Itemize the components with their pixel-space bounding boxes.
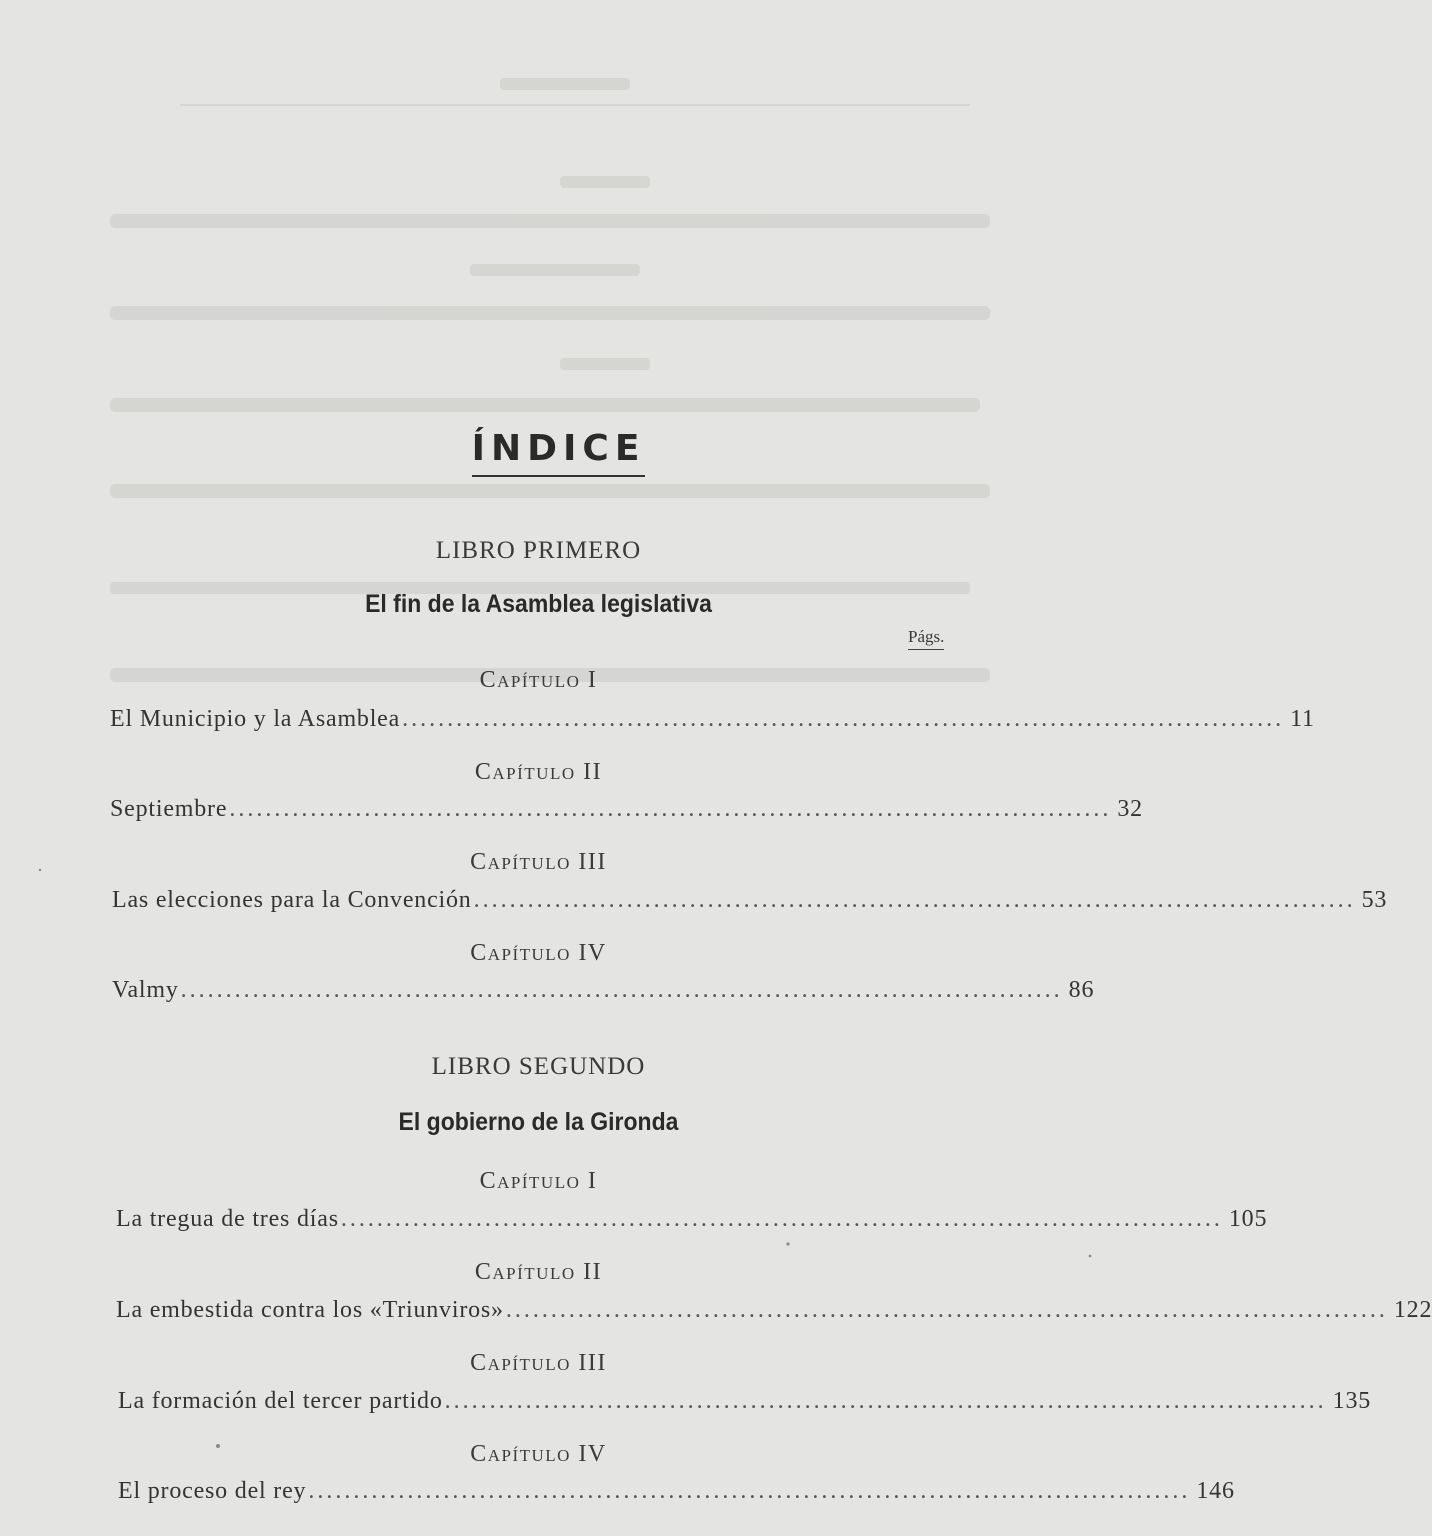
toc-entry-page: 11 [1290, 706, 1315, 732]
toc-entry[interactable] [110, 706, 1315, 733]
book-2-label: LIBRO SEGUNDO [431, 1053, 646, 1080]
toc-entry-title: El proceso del rey [118, 1478, 307, 1504]
pages-column-header-text: Págs. [908, 627, 944, 650]
dot-leader: .................................................................................................. [444, 1388, 1327, 1414]
toc-entry-title: La tregua de tres días [116, 1206, 339, 1232]
toc-entry-page: 135 [1332, 1388, 1372, 1414]
index-title [0, 428, 1117, 477]
dot-leader: .................................................................................................. [473, 887, 1356, 913]
toc-entry[interactable] [110, 796, 1143, 823]
toc-entry-title: Las elecciones para la Convención [112, 887, 472, 913]
book-1-chapter-3-heading: Capítulo III [470, 849, 607, 875]
toc-entry-title: La embestida contra los «Triunviros» [116, 1297, 504, 1323]
toc-entry-page: 146 [1196, 1478, 1235, 1504]
book-2-chapter-4-heading: Capítulo IV [470, 1441, 607, 1467]
toc-entry[interactable] [112, 977, 1095, 1004]
toc-entry[interactable] [118, 1478, 1235, 1505]
book-2-chapter-2-heading: Capítulo II [474, 1259, 603, 1285]
index-title-text: ÍNDICE [472, 428, 646, 477]
toc-entry[interactable] [116, 1206, 1268, 1233]
toc-entry[interactable] [116, 1297, 1432, 1324]
book-2-chapter-1-heading: Capítulo I [479, 1168, 598, 1194]
pages-column-header [908, 627, 944, 650]
toc-entry-title: La formación del tercer partido [118, 1388, 443, 1414]
book-2-subtitle: El gobierno de la Gironda [398, 1108, 679, 1136]
toc-entry-title: El Municipio y la Asamblea [110, 706, 401, 732]
toc-entry-page: 53 [1361, 887, 1388, 913]
book-1-chapter-4-heading: Capítulo IV [470, 940, 607, 966]
book-1-subtitle: El fin de la Asamblea legislativa [365, 590, 712, 618]
dot-leader: .................................................................................................. [402, 706, 1285, 732]
book-1-label: LIBRO PRIMERO [435, 537, 642, 564]
toc-entry-title: Septiembre [110, 796, 228, 822]
book-1-chapter-2-heading: Capítulo II [474, 759, 603, 785]
toc-entry-page: 105 [1228, 1206, 1268, 1232]
toc-entry[interactable] [112, 887, 1388, 914]
dot-leader: .................................................................................................. [308, 1478, 1191, 1504]
dot-leader: .................................................................................................. [505, 1297, 1388, 1323]
book-2-chapter-3-heading: Capítulo III [470, 1350, 607, 1376]
toc-entry-page: 122 [1393, 1297, 1432, 1323]
toc-entry-page: 86 [1068, 977, 1095, 1003]
toc-entry-title: Valmy [112, 977, 179, 1003]
dot-leader: .................................................................................................. [229, 796, 1112, 822]
toc-entry[interactable] [118, 1388, 1372, 1415]
dot-leader: .................................................................................................. [180, 977, 1063, 1003]
book-1-chapter-1-heading: Capítulo I [479, 667, 598, 693]
dot-leader: .................................................................................................. [340, 1206, 1223, 1232]
toc-entry-page: 32 [1117, 796, 1143, 822]
